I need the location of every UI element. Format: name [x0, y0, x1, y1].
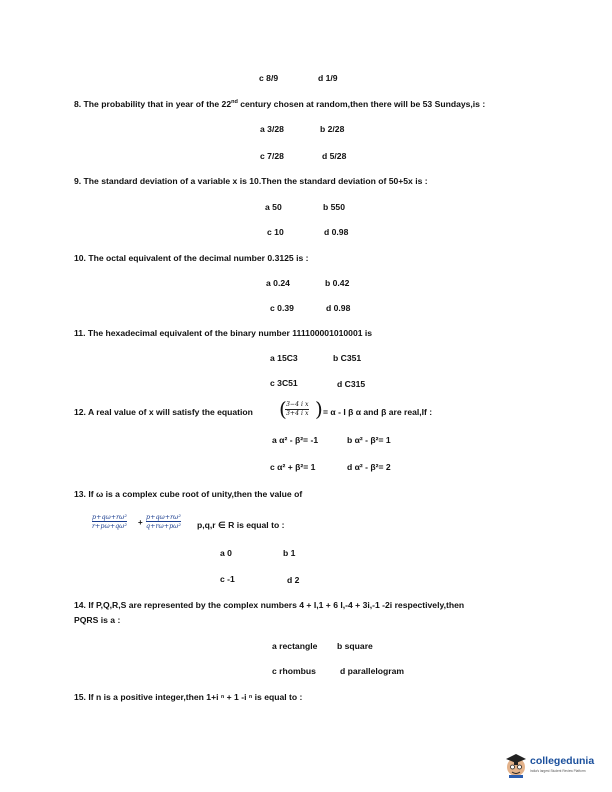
q8-option-b: b 2/28	[320, 124, 345, 134]
q12-fraction-denominator: 3+4 i x	[286, 410, 309, 418]
q14-option-b: b square	[337, 641, 373, 651]
q13-option-b: b 1	[283, 548, 296, 558]
q13-fraction-1-denominator: r+pω+qω²	[92, 522, 127, 531]
q9-option-a: a 50	[265, 202, 282, 212]
q13-option-c: c -1	[220, 574, 235, 584]
q12-option-b: b α² - β²= 1	[347, 435, 391, 445]
q14-option-a: a rectangle	[272, 641, 318, 651]
q10-text: 10. The octal equivalent of the decimal number 0.3125 is :	[74, 253, 309, 263]
q8-option-a: a 3/28	[260, 124, 284, 134]
q13-condition: p,q,r ∈ R is equal to :	[197, 520, 285, 530]
q12-fraction-numerator: 3−4 i x	[285, 402, 309, 410]
q13-fraction-1	[92, 514, 127, 530]
q14-option-d: d parallelogram	[340, 666, 404, 676]
q12-option-c: c α² + β²= 1	[270, 462, 316, 472]
q9-option-d: d 0.98	[324, 227, 349, 237]
q12-rhs: = α - I β α and β are real,If :	[323, 407, 433, 417]
mascot-icon	[503, 752, 529, 778]
q9-option-c: c 10	[267, 227, 284, 237]
q13-plus-sign: +	[138, 518, 143, 527]
q14-text-line2: PQRS is a :	[74, 615, 121, 625]
q9-option-b: b 550	[323, 202, 345, 212]
q14-text-line1: 14. If P,Q,R,S are represented by the complex numbers 4 + I,1 + 6 I,-4 + 3i,-1 -2i respectively,then	[74, 600, 465, 610]
q12-fraction	[285, 402, 309, 417]
q12-close-paren: )	[315, 397, 323, 421]
logo-brand: collegedunia	[530, 755, 595, 767]
q11-text: 11. The hexadecimal equivalent of the binary number 111100001010001 is	[74, 328, 373, 338]
q13-option-a: a 0	[220, 548, 232, 558]
q11-option-b: b C351	[333, 353, 362, 363]
q12-option-d: d α² - β²= 2	[347, 462, 391, 472]
q10-option-b: b 0.42	[325, 278, 350, 288]
q8-text: 8. The probability that in year of the 22nd century chosen at random,then there will be 53 Sundays,is :	[74, 99, 486, 109]
q12-option-a: a α² - β²= -1	[272, 435, 319, 445]
q14-option-c: c rhombus	[272, 666, 316, 676]
collegedunia-logo	[503, 752, 599, 778]
q12-text: 12. A real value of x will satisfy the equation	[74, 407, 253, 417]
q8-option-d: d 5/28	[322, 151, 347, 161]
q10-option-d: d 0.98	[326, 303, 351, 313]
q13-option-d: d 2	[287, 575, 300, 585]
q11-option-d: d C315	[337, 379, 366, 389]
q10-option-a: a 0.24	[266, 278, 290, 288]
q7-option-d: d 1/9	[318, 73, 338, 83]
logo-tagline: India's largest Student Review Platform	[530, 769, 586, 773]
q7-option-c: c 8/9	[259, 73, 279, 83]
q11-option-c: c 3C51	[270, 378, 298, 388]
q13-fraction-1-numerator: p+qω+rω²	[92, 513, 127, 521]
q13-fraction-2	[146, 514, 181, 530]
q9-text: 9. The standard deviation of a variable x is 10.Then the standard deviation of 50+5x is :	[74, 176, 428, 186]
q13-fraction-2-denominator: q+rω+pω²	[146, 522, 181, 531]
q13-fraction-2-numerator: p+qω+rω²	[146, 513, 181, 521]
q12-open-paren: (	[279, 397, 287, 421]
q15-text: 15. If n is a positive integer,then 1+i ⁿ + 1 -i ⁿ is equal to :	[74, 692, 303, 702]
q11-option-a: a 15C3	[270, 353, 298, 363]
q10-option-c: c 0.39	[270, 303, 294, 313]
q8-option-c: c 7/28	[260, 151, 284, 161]
q13-text: 13. If ω is a complex cube root of unity,then the value of	[74, 489, 303, 499]
